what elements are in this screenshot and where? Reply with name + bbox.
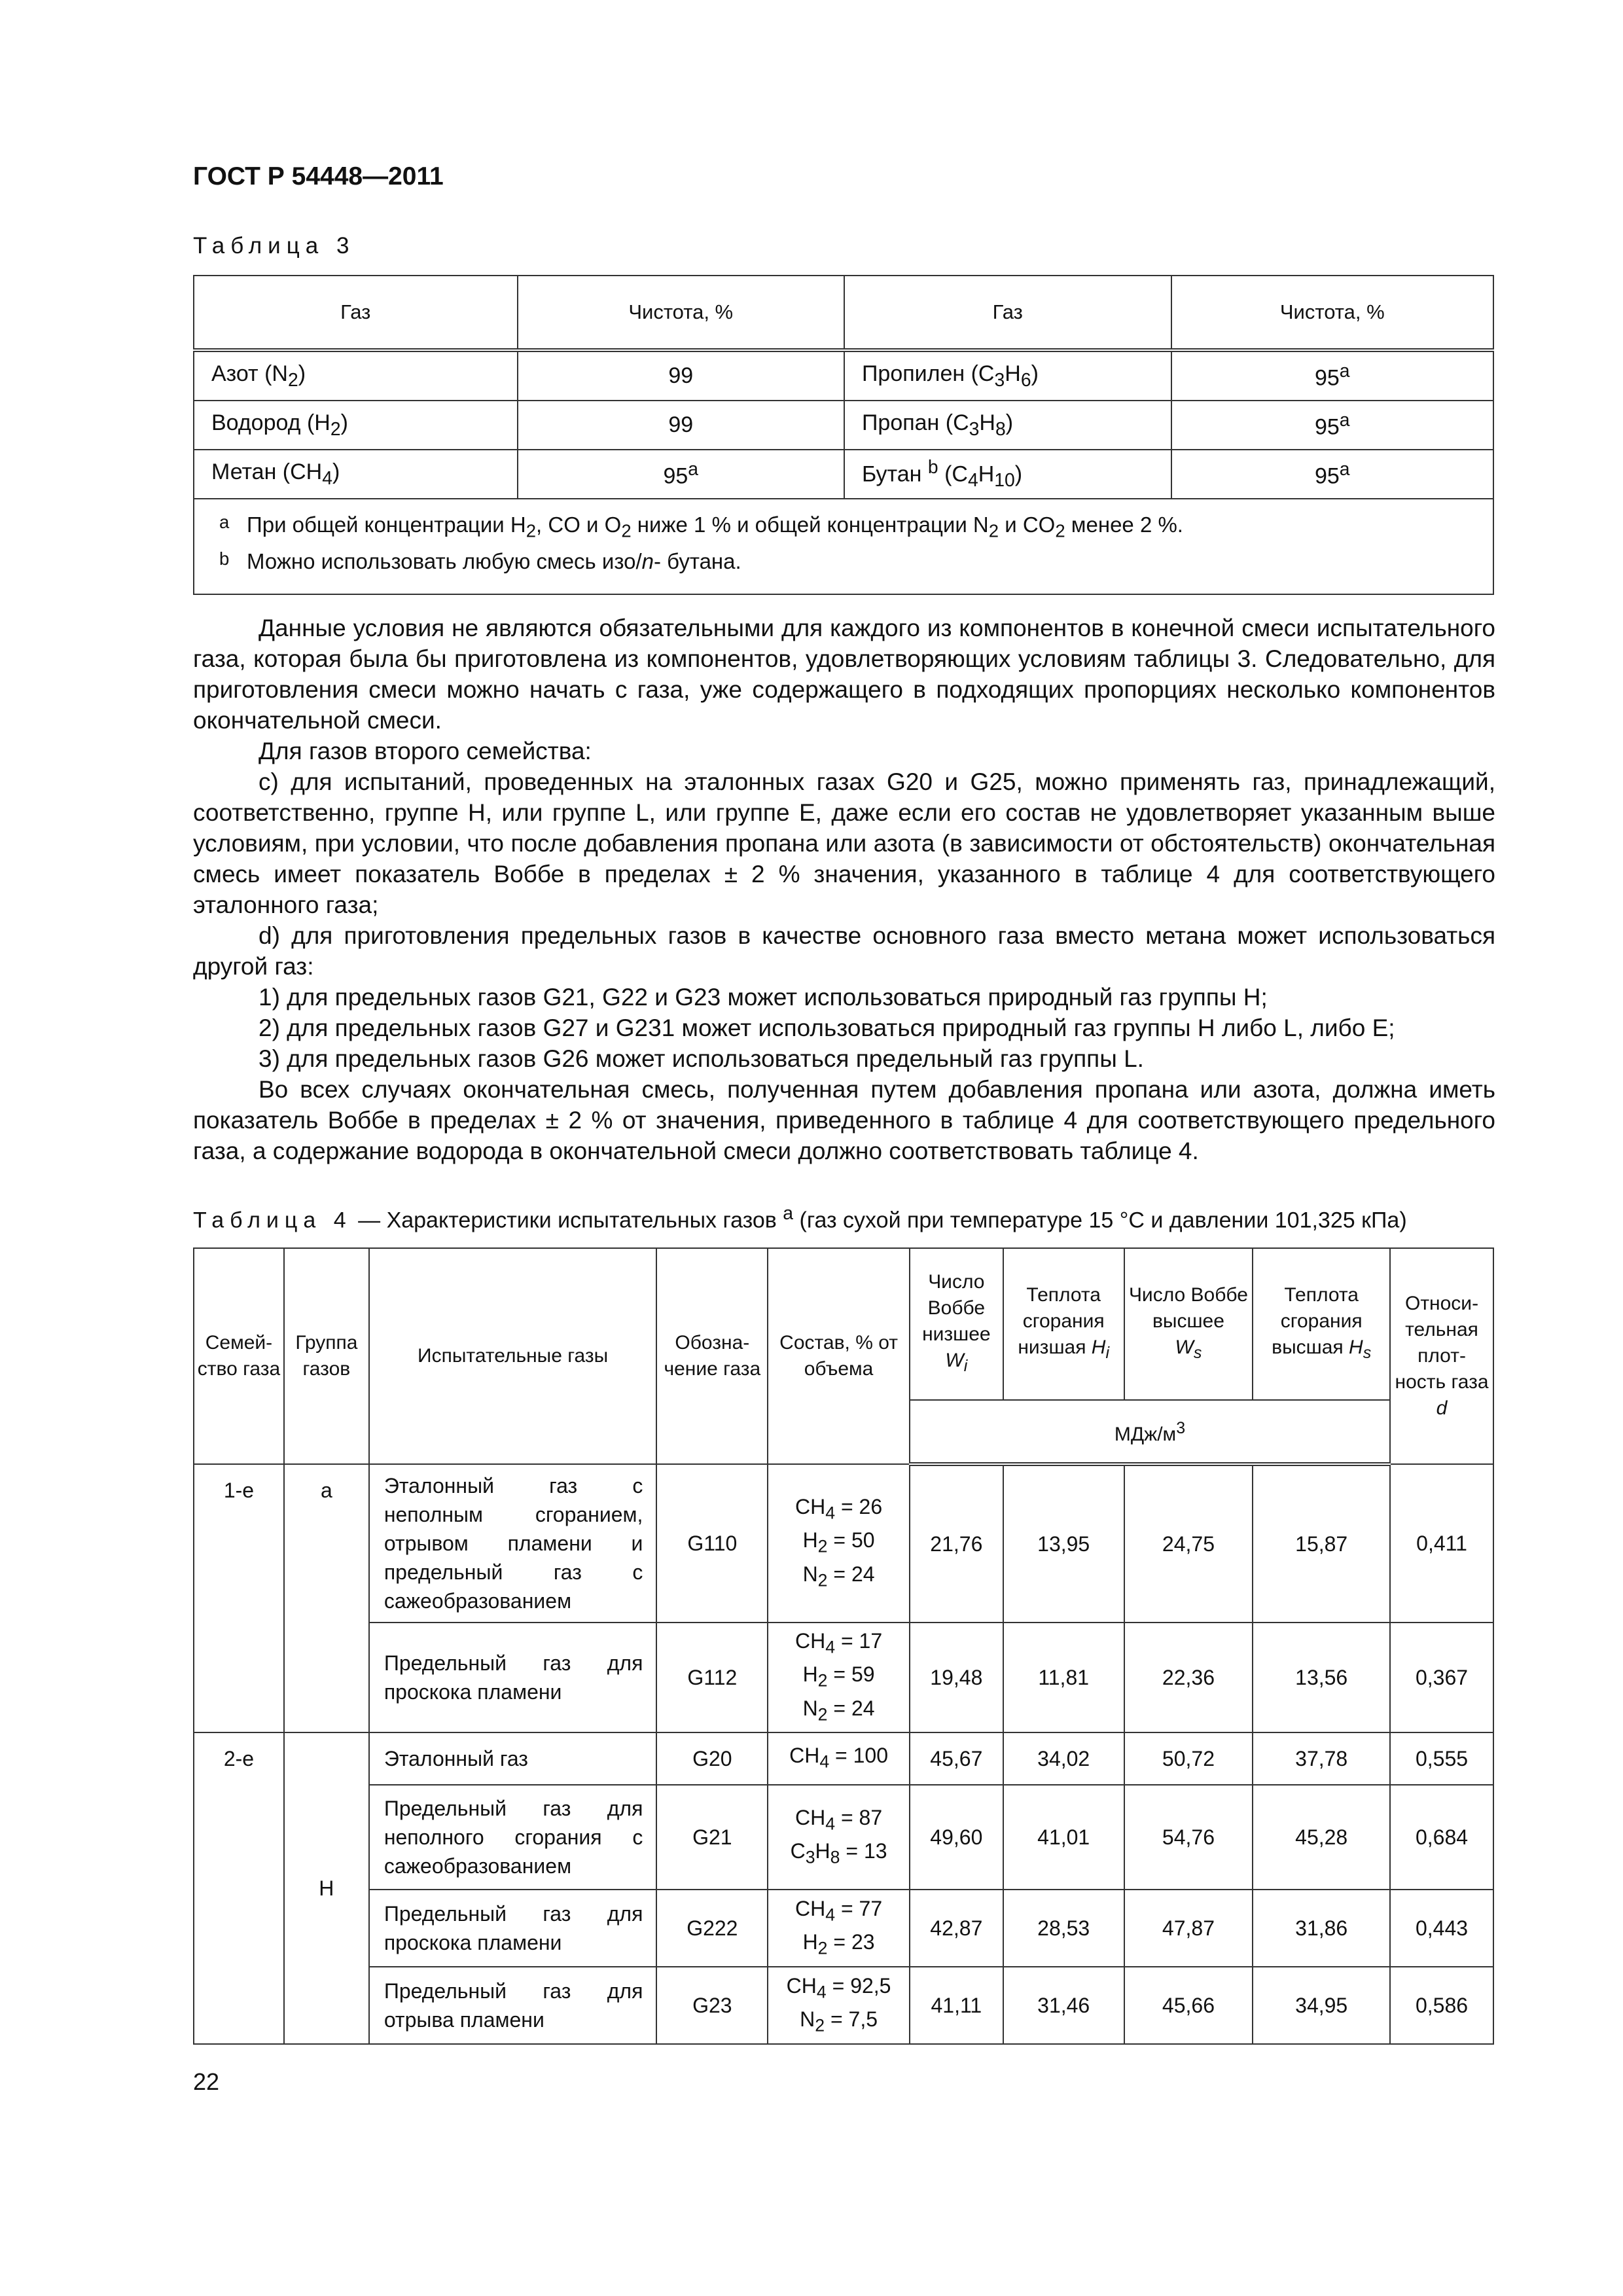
purity-value: 95$^a$ [1171, 450, 1494, 499]
paragraph: Во всех случаях окончательная смесь, полученная путем добавления пропана или азота, должна иметь показатель Воббе в пределах ± 2 % от значения, приведенного в таблице 4 для соответствующего предельного газа, а содержание водорода в окончательной смеси должно соответствовать таблице 4. [193, 1076, 1495, 1164]
body-text [193, 613, 1495, 1166]
header-density: Относи-тельная плот-ность газа d [1390, 1248, 1493, 1464]
gas-composition: $CH_4 = 92,5$ $N_2 = 7,5$ [768, 1967, 910, 2044]
gas-composition: $CH_4 = 87$ $C_3H_8 = 13$ [768, 1785, 910, 1890]
gas-composition: $CH_4 = 100$ [768, 1732, 910, 1785]
gas-code: G110 [656, 1464, 768, 1623]
footnote-b: b Можно использовать любую смесь изо/n- бутана. [219, 548, 741, 573]
wobbe-lower-value: 49,60 [910, 1785, 1003, 1890]
table-row [194, 1890, 1493, 1967]
wobbe-higher-value: 24,75 [1124, 1464, 1253, 1623]
gas-composition: $CH_4 = 17$ $H_2 = 59$ $N_2 = 24$ [768, 1623, 910, 1732]
gas-group: H [284, 1732, 369, 2044]
table-row [194, 1623, 1493, 1732]
header-units: МДж/$м^3$ [910, 1400, 1390, 1464]
table-row [194, 401, 1493, 450]
wobbe-higher-value: 47,87 [1124, 1890, 1253, 1967]
gas-code: G112 [656, 1623, 768, 1732]
heat-higher-value: 37,78 [1253, 1732, 1390, 1785]
purity-value: 95$^a$ [1171, 401, 1494, 450]
paragraph: d) для приготовления предельных газов в качестве основного газа вместо метана может использоваться другой газ: [193, 922, 1495, 980]
header-heat-lower: Теплота сгорания низшая $H_i$ [1003, 1248, 1124, 1400]
density-value: 0,411 [1390, 1464, 1493, 1623]
table4-header-row [194, 1248, 1493, 1400]
heat-higher-value: 13,56 [1253, 1623, 1390, 1732]
gas-code: G21 [656, 1785, 768, 1890]
test-gas-name: Предельный газ для отрыва пламени [369, 1967, 657, 2044]
paragraph: c) для испытаний, проведенных на эталонных газах G20 и G25, можно применять газ, принадлежащий, соответственно, группе H, или группе L, или группе E, даже если его состав не удовлетворяет указанным выше условиям, при условии, что после добавления пропана или азота (в зависимости от обстоятельств) окончательная смесь имеет показатель Воббе в пределах ± 2 % значения, указанного в таблице 4 для соответствующего эталонного газа; [193, 768, 1495, 918]
test-gas-name: Эталонный газ с неполным сгоранием, отрывом пламени и предельный газ с сажеобразованием [369, 1464, 657, 1623]
gas-name: Бутан $^b$ $(C_4H_{10})$ [844, 450, 1171, 499]
wobbe-lower-value: 41,11 [910, 1967, 1003, 2044]
gas-code: G222 [656, 1890, 768, 1967]
purity-value: 95$^a$ [1171, 350, 1494, 401]
density-value: 0,586 [1390, 1967, 1493, 2044]
table3-footnotes [194, 499, 1493, 594]
gas-code: G23 [656, 1967, 768, 2044]
heat-lower-value: 13,95 [1003, 1464, 1124, 1623]
table3-notes-row [194, 499, 1493, 594]
test-gas-name: Предельный газ для неполного сгорания с сажеобразованием [369, 1785, 657, 1890]
test-gas-name: Предельный газ для проскока пламени [369, 1623, 657, 1732]
table-row [194, 1967, 1493, 2044]
table4 [193, 1247, 1494, 2045]
density-value: 0,443 [1390, 1890, 1493, 1967]
wobbe-lower-value: 45,67 [910, 1732, 1003, 1785]
table-row [194, 350, 1493, 401]
density-value: 0,367 [1390, 1623, 1493, 1732]
paragraph: 3) для предельных газов G26 может использоваться предельный газ группы L. [259, 1045, 1144, 1072]
table3-header-gas: Газ [194, 276, 518, 350]
density-value: 0,555 [1390, 1732, 1493, 1785]
paragraph: Для газов второго семейства: [259, 738, 592, 764]
table3 [193, 275, 1494, 595]
header-heat-higher: Теплота сгорания высшая $H_s$ [1253, 1248, 1390, 1400]
gas-code: G20 [656, 1732, 768, 1785]
purity-value: 95$^a$ [518, 450, 844, 499]
wobbe-higher-value: 50,72 [1124, 1732, 1253, 1785]
table3-header-row [194, 276, 1493, 350]
header-wobbe-lower: Число Воббе низшее $W_i$ [910, 1248, 1003, 1400]
density-value: 0,684 [1390, 1785, 1493, 1890]
gas-group: a [284, 1464, 369, 1732]
purity-value: 99 [518, 350, 844, 401]
gas-composition: $CH_4 = 26$ $H_2 = 50$ $N_2 = 24$ [768, 1464, 910, 1623]
gas-family: 2-е [194, 1732, 284, 2044]
header-composition: Состав, % от объема [768, 1248, 910, 1464]
gas-name: Метан $(CH_4)$ [194, 450, 518, 499]
gas-name: Пропан $(C_3H_8)$ [844, 401, 1171, 450]
wobbe-higher-value: 45,66 [1124, 1967, 1253, 2044]
gas-name: Азот $(N_2)$ [194, 350, 518, 401]
heat-higher-value: 34,95 [1253, 1967, 1390, 2044]
header-test-gases: Испытательные газы [369, 1248, 657, 1464]
heat-lower-value: 11,81 [1003, 1623, 1124, 1732]
test-gas-name: Эталонный газ [369, 1732, 657, 1785]
wobbe-lower-value: 21,76 [910, 1464, 1003, 1623]
paragraph: 1) для предельных газов G21, G22 и G23 может использоваться природный газ группы H; [259, 984, 1268, 1011]
table3-header-purity: Чистота, % [1171, 276, 1494, 350]
heat-higher-value: 45,28 [1253, 1785, 1390, 1890]
wobbe-higher-value: 54,76 [1124, 1785, 1253, 1890]
table3-header-gas: Газ [844, 276, 1171, 350]
purity-value: 99 [518, 401, 844, 450]
header-family: Семей-ство газа [194, 1248, 284, 1464]
table-row [194, 1785, 1493, 1890]
document-header: ГОСТ Р 54448—2011 [193, 162, 444, 190]
header-wobbe-higher: Число Воббе высшее $W_s$ [1124, 1248, 1253, 1400]
heat-lower-value: 34,02 [1003, 1732, 1124, 1785]
wobbe-lower-value: 42,87 [910, 1890, 1003, 1967]
heat-higher-value: 15,87 [1253, 1464, 1390, 1623]
gas-family: 1-е [194, 1464, 284, 1732]
table4-caption: Таблица 4 — Характеристики испытательных газов $^a$ (газ сухой при температуре 15 °C и давлении 101,325 кПа) [193, 1203, 1407, 1233]
table3-header-purity: Чистота, % [518, 276, 844, 350]
wobbe-higher-value: 22,36 [1124, 1623, 1253, 1732]
test-gas-name: Предельный газ для проскока пламени [369, 1890, 657, 1967]
heat-lower-value: 31,46 [1003, 1967, 1124, 2044]
gas-name: Пропилен $(C_3H_6)$ [844, 350, 1171, 401]
table-row [194, 1464, 1493, 1623]
header-group: Группа газов [284, 1248, 369, 1464]
header-designation: Обозна-чение газа [656, 1248, 768, 1464]
table-row [194, 1732, 1493, 1785]
paragraph: 2) для предельных газов G27 и G231 может использоваться природный газ группы H либо L, либо E; [259, 1014, 1395, 1041]
heat-higher-value: 31,86 [1253, 1890, 1390, 1967]
heat-lower-value: 41,01 [1003, 1785, 1124, 1890]
heat-lower-value: 28,53 [1003, 1890, 1124, 1967]
gas-composition: $CH_4 = 77$ $H_2 = 23$ [768, 1890, 910, 1967]
page-number: 22 [193, 2068, 220, 2095]
footnote-a: a При общей концентрации $H_2$, CO и $O_2$ ниже 1 % и общей концентрации $N_2$ и $CO_2$ менее 2 %. [219, 512, 1183, 541]
paragraph: Данные условия не являются обязательными для каждого из компонентов в конечной смеси испытательного газа, которая была бы приготовлена из компонентов, удовлетворяющих условиям таблицы 3. Следовательно, для приготовления смеси можно начать с газа, уже содержащего в подходящих пропорциях несколько компонентов окончательной смеси. [193, 615, 1495, 734]
gas-name: Водород $(H_2)$ [194, 401, 518, 450]
table3-caption: Таблица 3 [193, 233, 355, 259]
wobbe-lower-value: 19,48 [910, 1623, 1003, 1732]
table-row [194, 450, 1493, 499]
